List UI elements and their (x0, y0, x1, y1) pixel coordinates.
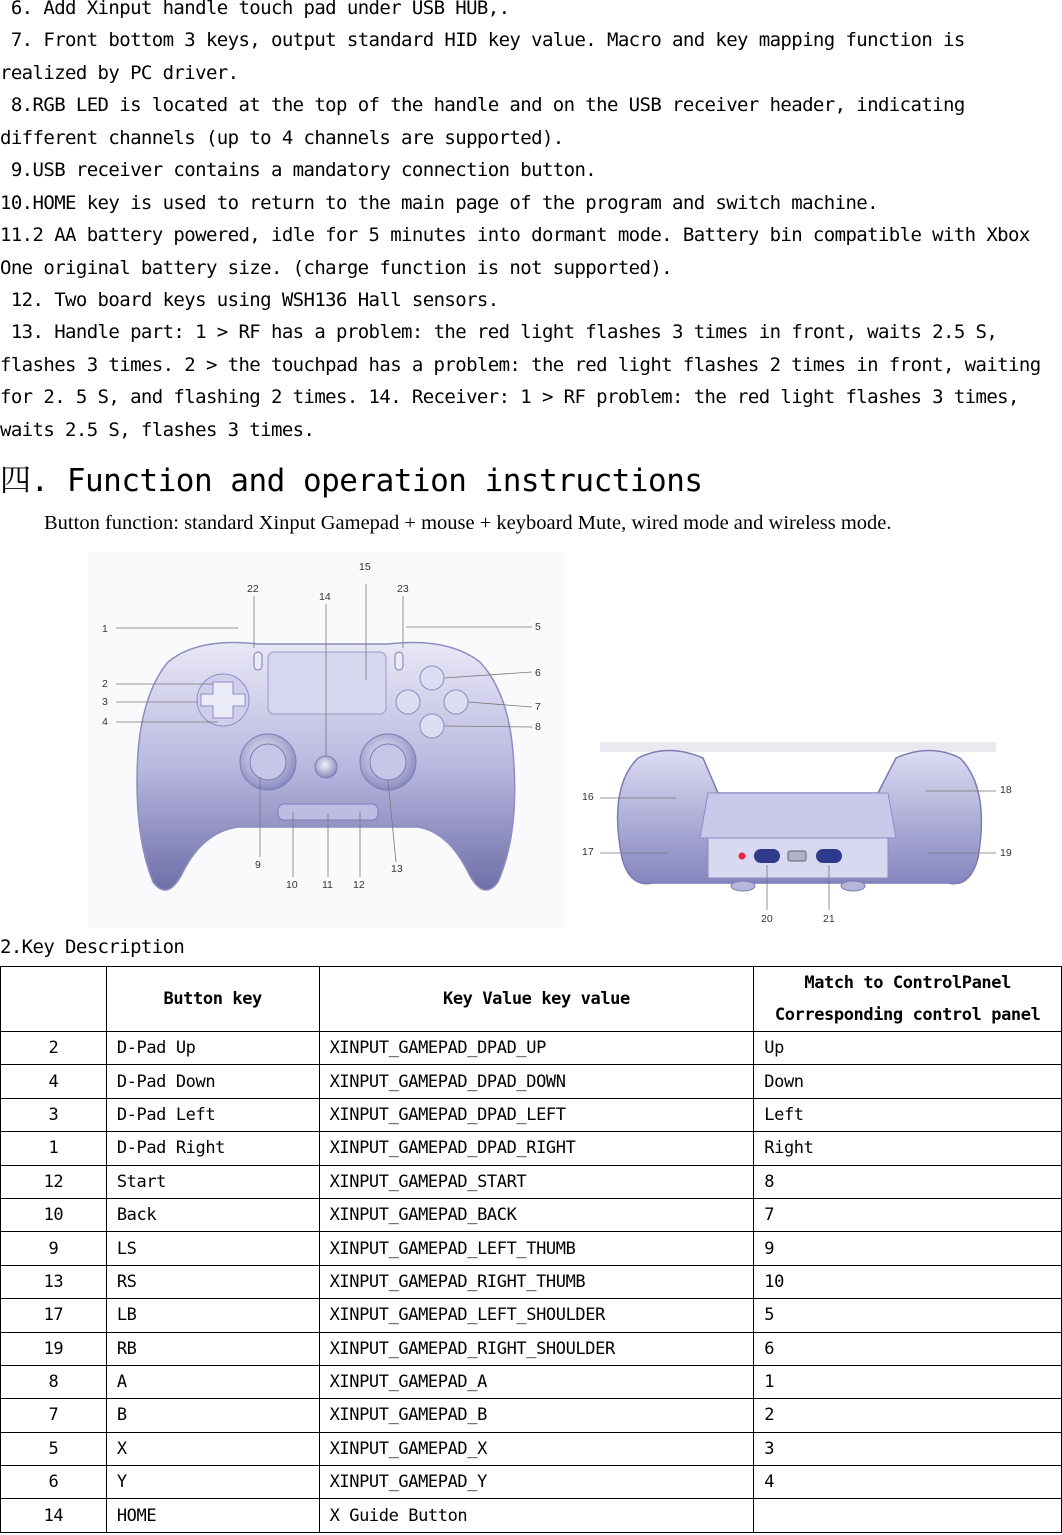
cell-button: LB (106, 1299, 319, 1332)
cell-control-panel: 7 (754, 1198, 1062, 1231)
cell-index: 12 (1, 1165, 107, 1198)
label-22: 22 (247, 583, 259, 595)
cell-index: 9 (1, 1232, 107, 1265)
cell-control-panel: 8 (754, 1165, 1062, 1198)
cell-button: RS (106, 1265, 319, 1298)
cell-control-panel: 1 (754, 1365, 1062, 1398)
cell-key-value: XINPUT_GAMEPAD_LEFT_THUMB (319, 1232, 754, 1265)
cell-index: 19 (1, 1332, 107, 1365)
cell-button: D-Pad Up (106, 1032, 319, 1065)
label-10: 10 (286, 879, 298, 891)
cell-key-value: XINPUT_GAMEPAD_BACK (319, 1198, 754, 1231)
cell-control-panel (754, 1499, 1062, 1532)
cell-key-value: XINPUT_GAMEPAD_Y (319, 1466, 754, 1499)
note-11: 11.2 AA battery powered, idle for 5 minutes into dormant mode. Battery bin compatible with Xbox One original battery size. (charge function is not supported). (0, 224, 1041, 279)
cell-index: 7 (1, 1399, 107, 1432)
cell-control-panel: 2 (754, 1399, 1062, 1432)
cell-control-panel: Right (754, 1132, 1062, 1165)
cell-index: 13 (1, 1265, 107, 1298)
cell-key-value: XINPUT_GAMEPAD_B (319, 1399, 754, 1432)
table-row (1, 1098, 1062, 1131)
cell-index: 17 (1, 1299, 107, 1332)
header-index (1, 967, 107, 1032)
label-21: 21 (823, 913, 835, 925)
cell-key-value: XINPUT_GAMEPAD_DPAD_LEFT (319, 1098, 754, 1131)
cell-index: 10 (1, 1198, 107, 1231)
cell-key-value: XINPUT_GAMEPAD_X (319, 1432, 754, 1465)
note-12: 12. Two board keys using WSH136 Hall sensors. (0, 289, 499, 311)
label-13: 13 (391, 863, 403, 875)
cell-button: Start (106, 1165, 319, 1198)
table-row (1, 1065, 1062, 1098)
table-row (1, 1132, 1062, 1165)
cell-key-value: XINPUT_GAMEPAD_DPAD_RIGHT (319, 1132, 754, 1165)
cell-button: X (106, 1432, 319, 1465)
label-12: 12 (353, 879, 365, 891)
label-18: 18 (1000, 784, 1012, 796)
label-20: 20 (761, 913, 773, 925)
cell-key-value: XINPUT_GAMEPAD_A (319, 1365, 754, 1398)
note-13: 13. Handle part: 1 > RF has a problem: the red light flashes 3 times in front, waits 2.5 S, flashes 3 times. 2 > the touchpad has a problem: the red light flashes 2 times in front, waiting for 2. 5 S, and flashing 2 times. 14. Receiver: 1 > RF problem: the red light flashes 3 times, waits 2.5 S, flashes 3 times. (0, 321, 1052, 441)
cell-key-value: XINPUT_GAMEPAD_LEFT_SHOULDER (319, 1299, 754, 1332)
cell-index: 2 (1, 1032, 107, 1065)
table-row (1, 1165, 1062, 1198)
label-7: 7 (535, 701, 541, 713)
table-row (1, 1466, 1062, 1499)
note-7: 7. Front bottom 3 keys, output standard HID key value. Macro and key mapping function is realized by PC driver. (0, 29, 976, 84)
cell-button: A (106, 1365, 319, 1398)
cell-button: D-Pad Right (106, 1132, 319, 1165)
table-row (1, 1332, 1062, 1365)
cell-control-panel: 3 (754, 1432, 1062, 1465)
label-1: 1 (102, 623, 108, 635)
label-23: 23 (397, 583, 409, 595)
note-8: 8.RGB LED is located at the top of the handle and on the USB receiver header, indicating different channels (up to 4 channels are supported). (0, 94, 976, 149)
label-4: 4 (102, 716, 108, 728)
cell-index: 1 (1, 1132, 107, 1165)
note-6: 6. Add Xinput handle touch pad under USB HUB,. (0, 0, 510, 19)
label-6: 6 (535, 667, 541, 679)
cell-key-value: XINPUT_GAMEPAD_DPAD_UP (319, 1032, 754, 1065)
header-key-value: Key Value key value (319, 967, 754, 1032)
cell-control-panel: 9 (754, 1232, 1062, 1265)
cell-index: 14 (1, 1499, 107, 1532)
table-row (1, 1499, 1062, 1532)
label-11: 11 (322, 879, 333, 891)
label-17: 17 (582, 846, 594, 858)
label-3: 3 (102, 696, 108, 708)
table-row (1, 1432, 1062, 1465)
cell-button: Back (106, 1198, 319, 1231)
table-row (1, 1265, 1062, 1298)
cell-control-panel: Up (754, 1032, 1062, 1065)
cell-key-value: XINPUT_GAMEPAD_DPAD_DOWN (319, 1065, 754, 1098)
cell-control-panel: 6 (754, 1332, 1062, 1365)
cell-key-value: XINPUT_GAMEPAD_START (319, 1165, 754, 1198)
cell-index: 8 (1, 1365, 107, 1398)
cell-key-value: XINPUT_GAMEPAD_RIGHT_THUMB (319, 1265, 754, 1298)
table-row (1, 1032, 1062, 1065)
gamepad-back-figure (578, 738, 1018, 930)
cell-button: Y (106, 1466, 319, 1499)
table-row (1, 1232, 1062, 1265)
note-10: 10.HOME key is used to return to the main page of the program and switch machine. (0, 192, 878, 214)
cell-button: LS (106, 1232, 319, 1265)
gamepad-front-figure (88, 552, 564, 928)
cell-key-value: XINPUT_GAMEPAD_RIGHT_SHOULDER (319, 1332, 754, 1365)
cell-index: 4 (1, 1065, 107, 1098)
cell-control-panel: 10 (754, 1265, 1062, 1298)
cell-button: B (106, 1399, 319, 1432)
cell-control-panel: 4 (754, 1466, 1062, 1499)
cell-button: RB (106, 1332, 319, 1365)
table-row (1, 1198, 1062, 1231)
button-function-text: Button function: standard Xinput Gamepad + mouse + keyboard Mute, wired mode and wireless mode. (44, 512, 892, 534)
label-16: 16 (582, 791, 594, 803)
table-header-row (1, 967, 1062, 1032)
cell-index: 6 (1, 1466, 107, 1499)
section-heading: 四. Function and operation instructions (0, 463, 703, 499)
header-button-key: Button key (106, 967, 319, 1032)
header-control-panel: Match to ControlPanel Corresponding control panel (754, 967, 1062, 1032)
cell-control-panel: 5 (754, 1299, 1062, 1332)
label-8: 8 (535, 721, 541, 733)
cell-control-panel: Left (754, 1098, 1062, 1131)
note-9: 9.USB receiver contains a mandatory connection button. (0, 159, 597, 181)
cell-index: 3 (1, 1098, 107, 1131)
cell-control-panel: Down (754, 1065, 1062, 1098)
label-5: 5 (535, 621, 541, 633)
table-row (1, 1365, 1062, 1398)
label-15: 15 (359, 561, 371, 573)
label-19: 19 (1000, 847, 1012, 859)
table-row (1, 1299, 1062, 1332)
cell-button: HOME (106, 1499, 319, 1532)
cell-button: D-Pad Down (106, 1065, 319, 1098)
label-9: 9 (255, 859, 261, 871)
key-table (0, 966, 1062, 1533)
key-description-title: 2.Key Description (0, 936, 185, 958)
label-14: 14 (319, 591, 331, 603)
label-2: 2 (102, 678, 108, 690)
cell-button: D-Pad Left (106, 1098, 319, 1131)
cell-key-value: X Guide Button (319, 1499, 754, 1532)
cell-index: 5 (1, 1432, 107, 1465)
table-row (1, 1399, 1062, 1432)
